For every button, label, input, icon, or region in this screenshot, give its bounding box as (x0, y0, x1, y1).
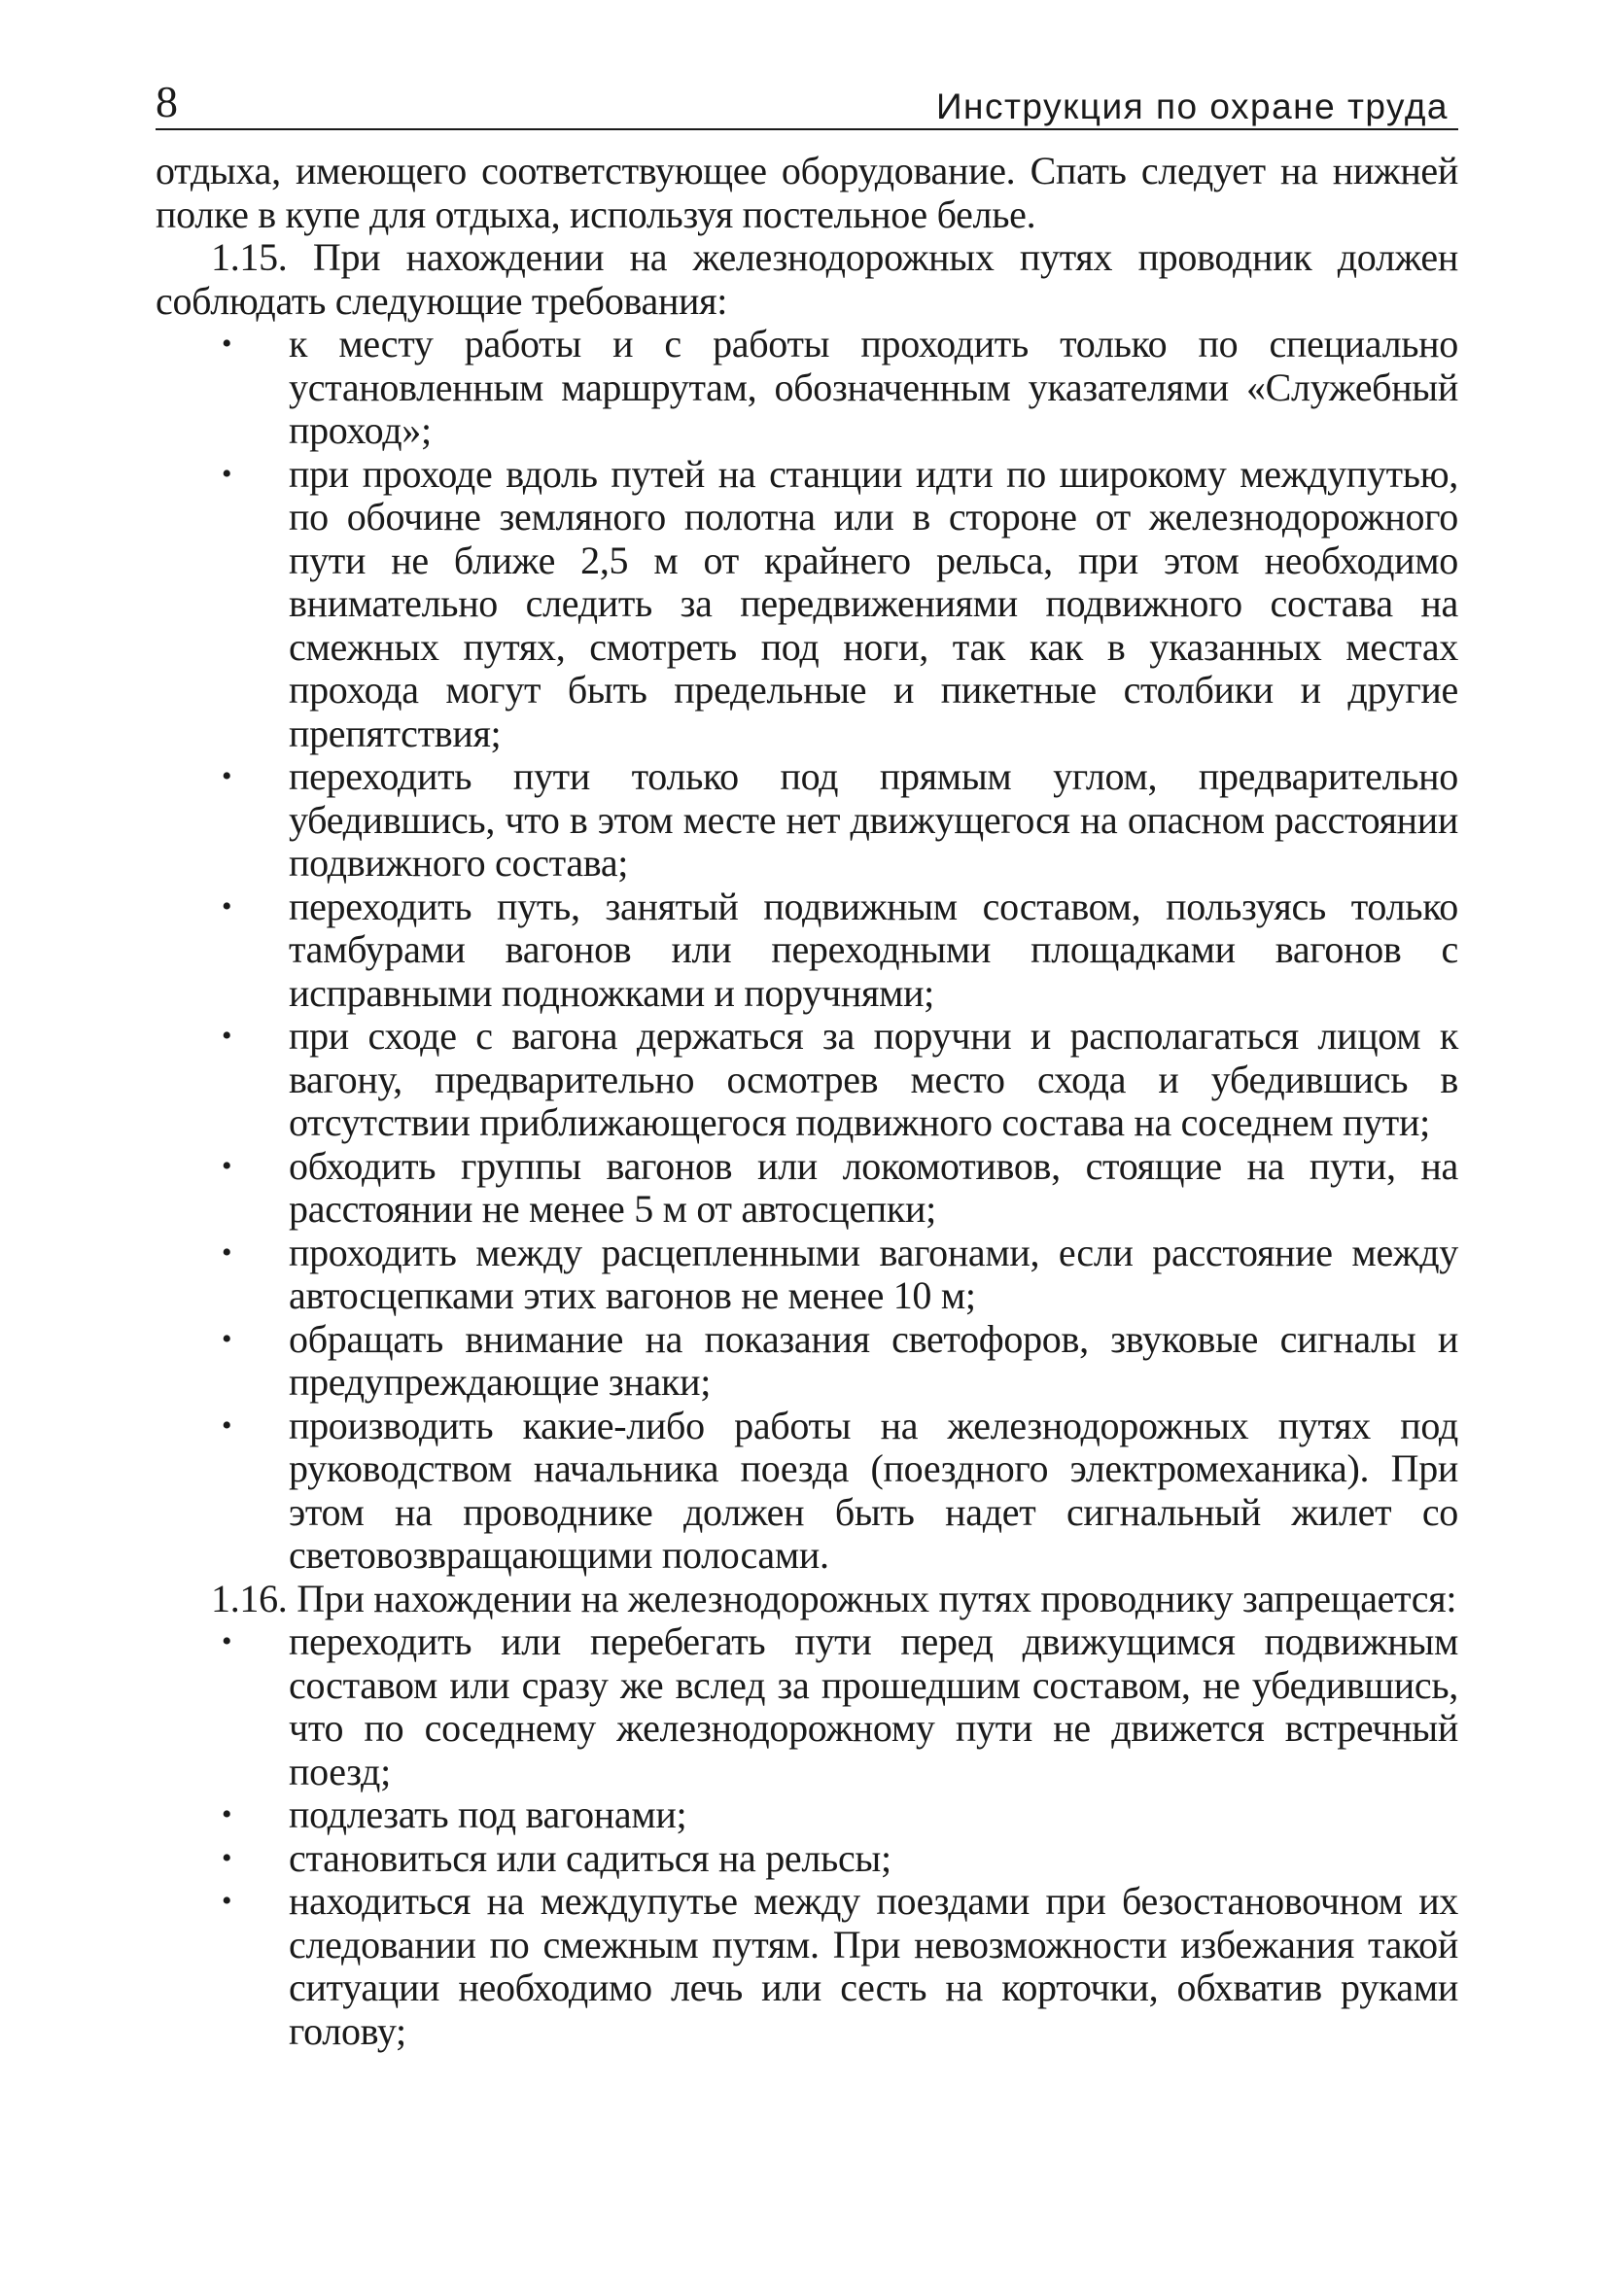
list-item (156, 1318, 1458, 1405)
bullet-icon: • (222, 1020, 232, 1052)
list-item (156, 755, 1458, 886)
list-item-text: проходить между расцепленными вагонами, если расстояние между автосцепками этих вагонов не менее 10 м; (289, 1230, 1458, 1317)
running-header (156, 58, 1458, 130)
list-item-text: к месту работы и с работы проходить только по специально установленным маршрутам, обозначенным указателями «Служебный проход»; (289, 322, 1458, 452)
bullet-icon: • (222, 1322, 232, 1355)
document-page (156, 58, 1458, 2053)
list-item-text: становиться или садиться на рельсы; (289, 1835, 891, 1880)
list-item (156, 1015, 1458, 1145)
list-item (156, 1793, 1458, 1837)
list-item (156, 1145, 1458, 1232)
list-item-text: при проходе вдоль путей на станции идти по широкому междупутью, по обочине земляного полотна или в стороне от железнодорожного пути не ближе 2,5 м от крайнего рельса, при этом необходимо внимательно следить за передвижениями подвижного состава на смежных путях, смотреть под ноги, так как в указанных местах прохода могут быть предельные и пикетные столбики и другие препятствия; (289, 451, 1458, 755)
header-title: Инструкция по охране труда (935, 87, 1449, 126)
list-item-text: переходить путь, занятый подвижным составом, пользуясь только тамбурами вагонов или переходными площадками вагонов с исправными подножками и поручнями; (289, 884, 1458, 1015)
list-item-text: находиться на междупутье между поездами при безостановочном их следовании по смежным путям. При невозможности избежания такой ситуации необходимо лечь или сесть на корточки, обхватив руками голову; (289, 1879, 1458, 2053)
list-item-text: подлезать под вагонами; (289, 1792, 687, 1836)
bullet-icon: • (222, 1798, 232, 1830)
bullet-icon: • (222, 760, 232, 792)
body-text (156, 150, 1458, 2053)
list-item (156, 1405, 1458, 1578)
list-item (156, 1837, 1458, 1881)
list-item-text: при сходе с вагона держаться за поручни и располагаться лицом к вагону, предварительно осмотрев место схода и убедившись в отсутствии приближающегося подвижного состава на соседнем пути; (289, 1014, 1458, 1144)
list-item (156, 453, 1458, 756)
bullet-icon: • (222, 457, 232, 490)
list-item (156, 1232, 1458, 1318)
section-1-16-intro: 1.16. При нахождении на железнодорожных путях проводнику запрещается: (211, 1576, 1457, 1620)
list-item-text: переходить пути только под прямым углом, предварительно убедившись, что в этом месте нет движущегося на опасном расстоянии подвижного состава; (289, 754, 1458, 885)
opening-paragraph: отдыха, имеющего соответствующее оборудование. Спать следует на нижней полке в купе для отдыха, используя постельное белье. (156, 149, 1458, 236)
list-item (156, 323, 1458, 453)
bullet-icon: • (222, 1235, 232, 1269)
list-item-text: обращать внимание на показания светофоров, звуковые сигналы и предупреждающие знаки; (289, 1316, 1458, 1404)
bullet-icon: • (222, 1885, 232, 1917)
bullet-icon: • (222, 328, 232, 360)
page-number: 8 (156, 77, 178, 126)
section-1-15-list (156, 323, 1458, 1578)
bullet-icon: • (222, 889, 232, 922)
bullet-icon: • (222, 1841, 232, 1874)
bullet-icon: • (222, 1409, 232, 1442)
list-item (156, 886, 1458, 1016)
section-1-15-intro: 1.15. При нахождении на железнодорожных путях проводник должен соблюдать следующие требования: (156, 235, 1458, 323)
list-item (156, 1620, 1458, 1793)
bullet-icon: • (222, 1625, 232, 1657)
section-1-16-list (156, 1620, 1458, 2053)
list-item-text: обходить группы вагонов или локомотивов, стоящие на пути, на расстоянии не менее 5 м от автосцепки; (289, 1143, 1458, 1231)
list-item-text: производить какие-либо работы на железнодорожных путях под руководством начальника поезда (поездного электромеханика). При этом на проводнике должен быть надет сигнальный жилет со световозвращающими полосами. (289, 1403, 1458, 1577)
list-item-text: переходить или перебегать пути перед движущимся подвижным составом или сразу же вслед за прошедшим составом, не убедившись, что по соседнему железнодорожному пути не движется встречный поезд; (289, 1619, 1458, 1793)
list-item (156, 1880, 1458, 2053)
bullet-icon: • (222, 1149, 232, 1182)
